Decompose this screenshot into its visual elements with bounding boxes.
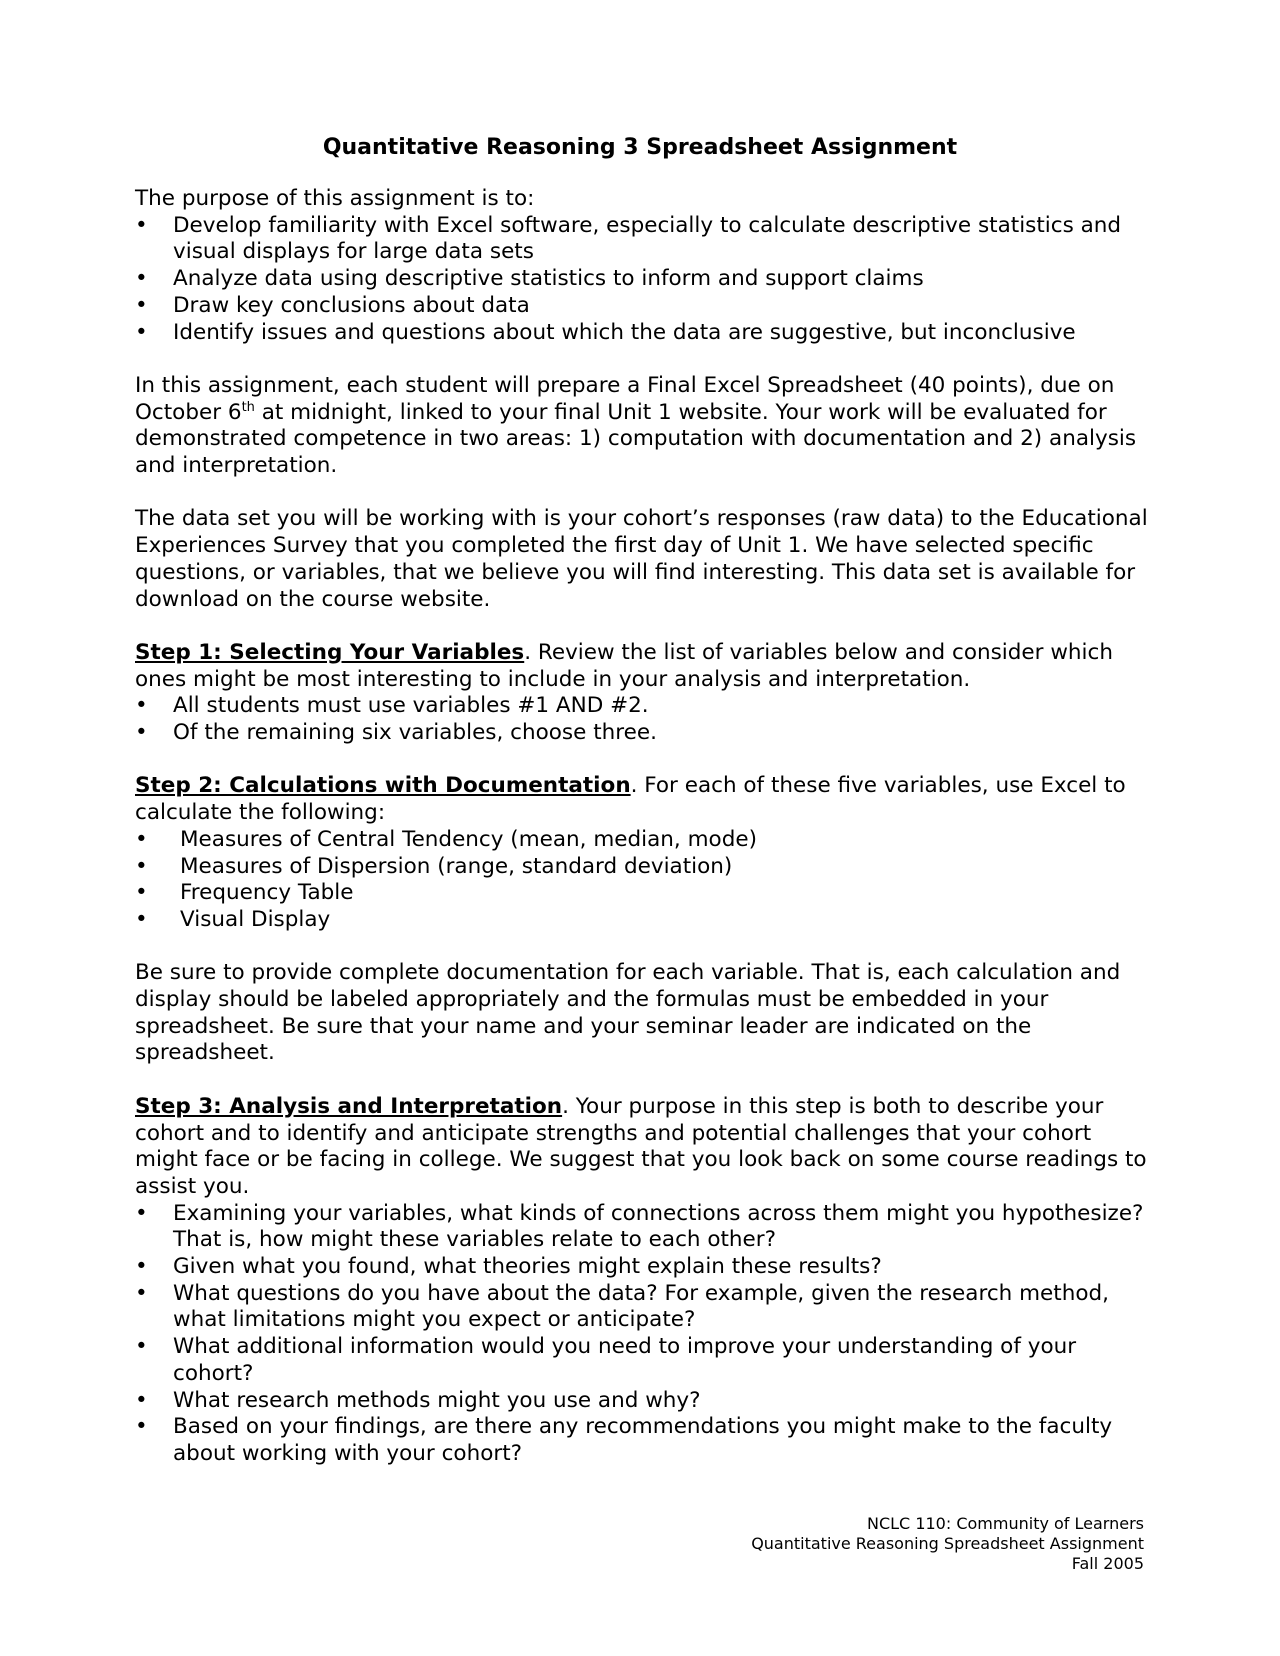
bullet-icon: • (135, 266, 148, 292)
document-body (135, 186, 1155, 1468)
bullet-icon: • (135, 880, 148, 906)
documentation-paragraph: Be sure to provide complete documentation for each variable. That is, each calculation and display should be labeled appropriately and the formulas must be embedded in your spreadsheet. Be sure that your name and your seminar leader are indicated on the spreadsheet. (135, 960, 1121, 1066)
step2-heading: Step 2: Calculations with Documentation (135, 773, 631, 799)
step3-heading: Step 3: Analysis and Interpretation (135, 1093, 563, 1119)
list-item: • Based on your findings, are there any recommendations you might make to the faculty about working with your cohort? (135, 1414, 1113, 1466)
list-item: • Draw key conclusions about data (135, 292, 530, 318)
bullet-icon: • (135, 1334, 148, 1360)
bullet-icon: • (135, 826, 148, 852)
list-item: • Given what you found, what theories might explain these results? (135, 1254, 882, 1280)
list-item: • What questions do you have about the data? For example, given the research method, what limitations might you expect or anticipate? (135, 1280, 1109, 1333)
step2-list (135, 827, 1155, 934)
list-item: • Of the remaining six variables, choose three. (135, 720, 657, 746)
dataset-paragraph: The data set you will be working with is your cohort’s responses (raw data) to the Educational Experiences Survey that you completed the first day of Unit 1. We have selected specific questions, or variables, that we believe you will find interesting. This data set is available for download on the course website. (135, 506, 1148, 612)
list-item: • Identify issues and questions about which the data are suggestive, but inconclusive (135, 319, 1076, 345)
step1-heading: Step 1: Selecting Your Variables (135, 639, 525, 665)
assignment-paragraph: In this assignment, each student will prepare a Final Excel Spreadsheet (40 points), due on October 6th at midnight, linked to your final Unit 1 website. Your work will be evaluated for demonstrated competence in two areas: 1) computation with documentation and 2) analysis and interpretation. (135, 372, 1137, 479)
bullet-icon: • (135, 292, 148, 318)
list-item: • What additional information would you need to improve your understanding of your cohort? (135, 1334, 1077, 1386)
list-item: • All students must use variables #1 AND #2. (135, 693, 649, 719)
step1-paragraph: Step 1: Selecting Your Variables. Review the list of variables below and consider which ones might be most interesting to include in your analysis and interpretation. (135, 639, 1113, 692)
bullet-icon: • (135, 1387, 148, 1413)
step1-list (135, 693, 1155, 746)
ordinal-suffix: th (241, 399, 255, 415)
bullet-icon: • (135, 720, 148, 746)
bullet-icon: • (135, 1200, 148, 1226)
bullet-icon: • (135, 212, 148, 238)
list-item: • Measures of Central Tendency (mean, median, mode) (135, 826, 757, 852)
purpose-list (135, 213, 1155, 347)
bullet-icon: • (135, 853, 148, 879)
document-title: Quantitative Reasoning 3 Spreadsheet Assignment (322, 135, 958, 160)
bullet-icon: • (135, 693, 148, 719)
list-item: • Frequency Table (135, 880, 354, 906)
bullet-icon: • (135, 906, 148, 932)
bullet-icon: • (135, 1280, 148, 1306)
step3-paragraph: Step 3: Analysis and Interpretation. Your purpose in this step is both to describe your cohort and to identify and anticipate strengths and potential challenges that your cohort might face or be facing in college. We suggest that you look back on some course readings to assist you. (135, 1093, 1147, 1199)
list-item: • Examining your variables, what kinds of connections across them might you hypothesize? That is, how might these variables relate to each other? (135, 1200, 1144, 1253)
bullet-icon: • (135, 1254, 148, 1280)
list-item: • Develop familiarity with Excel software, especially to calculate descriptive statistics and visual displays for large data sets (135, 212, 1122, 265)
list-item: • What research methods might you use and why? (135, 1387, 701, 1413)
footer-assignment: Quantitative Reasoning Spreadsheet Assignment (751, 1534, 1144, 1553)
purpose-intro: The purpose of this assignment is to: (135, 186, 535, 211)
list-item: • Measures of Dispersion (range, standard deviation) (135, 853, 733, 879)
footer-course: NCLC 110: Community of Learners (867, 1514, 1144, 1533)
page-footer (751, 1514, 1144, 1574)
bullet-icon: • (135, 319, 148, 345)
footer-term: Fall 2005 (1071, 1554, 1144, 1573)
step2-paragraph: Step 2: Calculations with Documentation. For each of these five variables, use Excel to calculate the following: (135, 773, 1126, 826)
step3-list (135, 1201, 1155, 1468)
list-item: • Analyze data using descriptive statistics to inform and support claims (135, 266, 924, 292)
bullet-icon: • (135, 1414, 148, 1440)
list-item: • Visual Display (135, 906, 331, 932)
